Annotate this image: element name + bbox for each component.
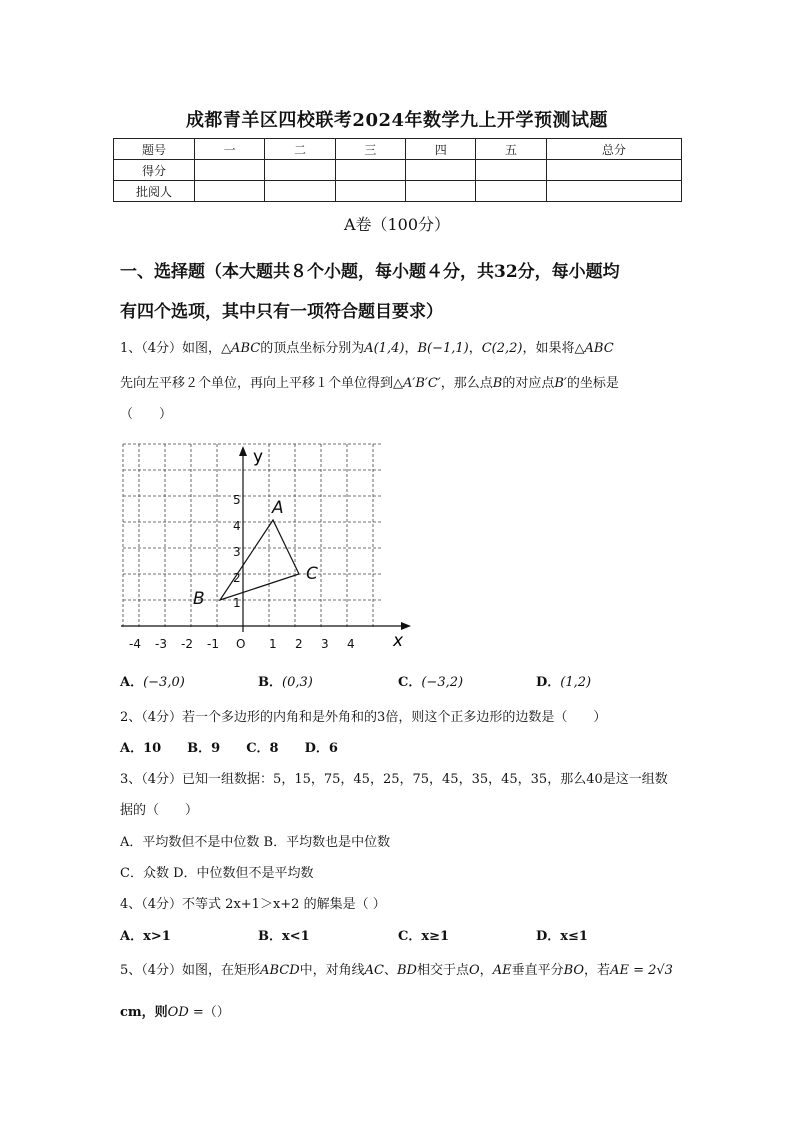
y-axis-arrow [239,446,247,456]
option-value: (−3,0) [143,675,185,690]
question-1-line-1 [120,340,614,358]
y-tick-label: 5 [233,493,241,507]
math: ABCD [260,963,300,978]
math: O [469,963,480,978]
coordinate-figure [113,436,423,656]
option-label: D． [536,675,561,690]
x-axis-arrow [401,622,411,630]
text: 的顶点坐标分别为 [260,341,365,356]
text: 的对应点 [502,376,555,391]
table-cell: 得分 [114,160,195,181]
table-row [114,181,682,202]
point-a-label: A [272,498,284,518]
triangle-abc [220,520,299,600]
y-axis-label: y [253,447,264,467]
table-cell: 题号 [114,139,195,160]
table-cell: 一 [195,139,265,160]
option-value: (−3,2) [421,675,464,690]
option-d[interactable] [536,928,588,946]
option-label: A． [120,675,144,690]
text: 相交于点 [416,963,469,978]
text: ，那么点 [440,376,493,391]
math: AC [364,963,384,978]
table-cell[interactable] [476,160,546,181]
y-tick-label: 3 [233,545,241,559]
math: △A′B′C′ [393,376,441,391]
math: BO [563,963,585,978]
math: AE [492,963,512,978]
table-cell[interactable] [265,181,335,202]
table-cell[interactable] [335,181,405,202]
section-heading [120,252,690,332]
table-row [114,160,682,181]
y-tick-label: 1 [233,596,241,610]
option-label: C． [398,675,422,690]
question-3-options-ab[interactable]: A．平均数但不是中位数 B．平均数也是中位数 [120,835,391,850]
table-cell: 五 [476,139,546,160]
option-label: B． [258,929,282,944]
math: B′ [554,376,567,391]
x-tick-label: -4 [129,637,141,651]
math: △ABC [221,341,261,356]
question-5-line-2 [120,1004,230,1022]
text: ， [404,341,418,356]
table-cell: 三 [335,139,405,160]
table-cell[interactable] [195,181,265,202]
math: A(1,4) [364,341,405,356]
option-b[interactable] [258,928,310,946]
origin-label: O [236,637,246,651]
grid [123,444,383,628]
table-cell[interactable] [195,160,265,181]
option-value: x≥1 [421,929,450,944]
option-label: A． [120,929,144,944]
table-cell[interactable] [265,160,335,181]
x-axis-label: x [393,631,404,651]
text: 、 [383,963,397,978]
text: 垂直平分 [511,963,564,978]
text: 中，对角线 [299,963,365,978]
answer-paren: （ ） [120,407,173,422]
x-tick-label: 4 [347,637,355,651]
table-cell[interactable] [546,181,681,202]
text: ， [468,341,482,356]
table-cell: 批阅人 [114,181,195,202]
math: B [492,376,503,391]
x-tick-label: -1 [207,637,219,651]
text: （） [203,1005,230,1020]
option-value: x≤1 [560,929,588,944]
question-number: 1、（4分） [120,341,183,356]
score-table [113,138,682,202]
text: 的坐标是 [566,376,619,391]
x-tick-label: 2 [295,637,303,651]
option-value: (1,2) [560,675,592,690]
question-3-options-cd[interactable]: C．众数 D．中位数但不是平均数 [120,866,314,881]
text: ，如果将 [522,341,575,356]
option-value: x>1 [143,929,171,944]
option-value: x<1 [282,929,310,944]
page-title: 成都青羊区四校联考2024年数学九上开学预测试题 [185,110,609,131]
question-1-line-2 [120,375,619,393]
section-heading-line: 有四个选项，其中只有一项符合题目要求） [120,302,443,322]
x-tick-label: 1 [269,637,277,651]
text: 如图， [182,341,222,356]
question-3-line-2: 据的（ ） [120,803,199,818]
math: C(2,2) [481,341,523,356]
x-tick-label: -2 [181,637,193,651]
table-cell[interactable] [476,181,546,202]
y-tick-label: 4 [233,519,241,533]
option-b[interactable] [258,674,313,692]
option-a[interactable] [120,928,171,946]
text: cm，则 [120,1005,168,1020]
math: BD [397,963,417,978]
table-cell[interactable] [406,181,476,202]
option-label: B． [258,675,282,690]
question-3-line-1: 3、（4分）已知一组数据：5，15，75，45，25，75，45，35，45，35，那么40是这一组数 [120,772,668,787]
option-d[interactable] [536,674,591,692]
question-2-options[interactable]: A．10 B．9 C．8 D．6 [120,741,338,756]
x-tick-label: 3 [321,637,329,651]
math: AE = 2√3 [610,963,673,978]
text: ， [479,963,493,978]
table-cell[interactable] [546,160,681,181]
option-c[interactable] [398,674,463,692]
question-5-line-1 [120,962,673,980]
table-row [114,139,682,160]
text: 先向左平移２个单位，再向上平移１个单位得到 [120,376,394,391]
option-a[interactable] [120,674,185,692]
table-cell: 二 [265,139,335,160]
section-heading-line: 一、选择题（本大题共８个小题，每小题４分，共32分，每小题均 [120,262,620,282]
question-number: 5、（4分） [120,963,183,978]
option-c[interactable] [398,928,449,946]
question-2: 2、（4分）若一个多边形的内角和是外角和的3倍，则这个正多边形的边数是（ ） [120,710,607,725]
y-tick-label: 2 [233,571,241,585]
table-cell[interactable] [335,160,405,181]
math: △ABC [574,341,614,356]
question-4: 4、（4分）不等式 2x+1＞x+2 的解集是（ ） [120,897,386,912]
text: 如图，在矩形 [182,963,261,978]
point-b-label: B [193,589,205,609]
point-c-label: C [306,564,318,584]
text: ，若 [584,963,611,978]
math: B(−1,1) [417,341,469,356]
table-cell: 四 [406,139,476,160]
math: OD = [167,1005,204,1020]
x-tick-label: -3 [155,637,167,651]
option-label: D． [536,929,561,944]
table-cell[interactable] [406,160,476,181]
table-cell: 总分 [546,139,681,160]
volume-label: A卷（100分） [343,215,451,234]
option-label: C． [398,929,422,944]
option-value: (0,3) [282,675,313,690]
